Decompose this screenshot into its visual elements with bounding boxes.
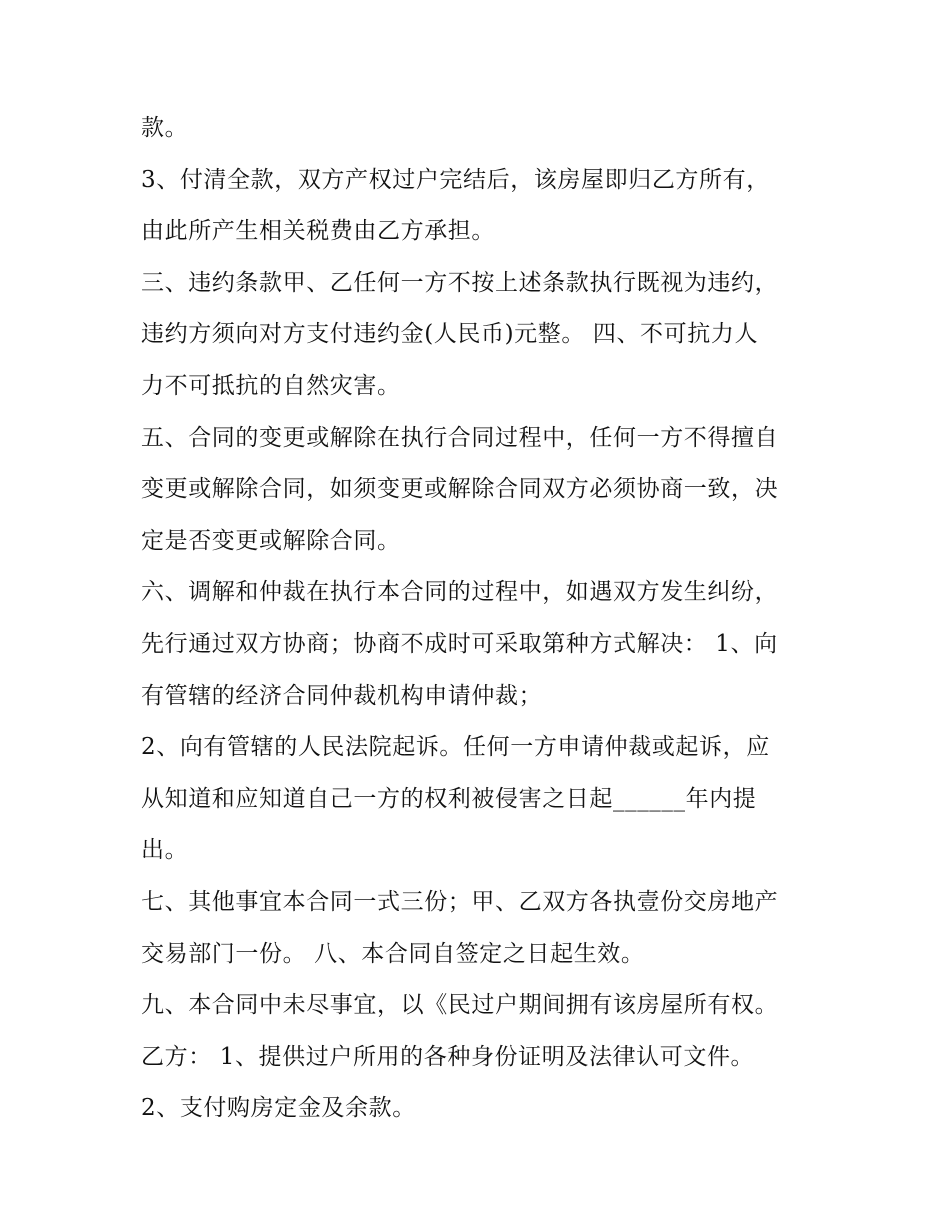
text-line: 3、付清全款，双方产权过户完结后，该房屋即归乙方所有，: [141, 166, 770, 193]
text-line: 2、支付购房定金及余款。: [141, 1095, 416, 1122]
text-line: 变更或解除合同，如须变更或解除合同双方必须协商一致，决: [141, 476, 779, 503]
text-line: 从知道和应知道自己一方的权利被侵害之日起______年内提: [141, 785, 757, 812]
text-line: 五、合同的变更或解除在执行合同过程中，任何一方不得擅自: [141, 424, 779, 451]
text-line: 有管辖的经济合同仲裁机构申请仲裁；: [141, 682, 543, 709]
text-line: 六、调解和仲裁在执行本合同的过程中，如遇双方发生纠纷，: [141, 579, 779, 606]
text-line: 七、其他事宜本合同一式三份；甲、乙双方各执壹份交房地产: [141, 888, 779, 915]
text-line: 款。: [141, 115, 189, 141]
text-line: 2、向有管辖的人民法院起诉。任何一方申请仲裁或起诉，应: [141, 734, 770, 761]
text-line: 违约方须向对方支付违约金(人民币)元整。 四、不可抗力人: [141, 321, 759, 348]
text-line: 出。: [141, 837, 189, 864]
text-line: 由此所产生相关税费由乙方承担。: [141, 218, 495, 245]
text-line: 乙方： 1、提供过户所用的各种身份证明及法律认可文件。: [141, 1043, 755, 1070]
text-line: 定是否变更或解除合同。: [141, 527, 401, 554]
text-line: 先行通过双方协商；协商不成时可采取第种方式解决： 1、向: [141, 630, 778, 657]
contract-text: [141, 103, 821, 1135]
text-line: 交易部门一份。 八、本合同自签定之日起生效。: [141, 940, 645, 967]
text-line: 三、违约条款甲、乙任何一方不按上述条款执行既视为违约，: [141, 269, 779, 296]
text-line: 九、本合同中未尽事宜，以《民过户期间拥有该房屋所有权。: [141, 992, 779, 1019]
text-line: 力不可抵抗的自然灾害。: [141, 372, 401, 399]
